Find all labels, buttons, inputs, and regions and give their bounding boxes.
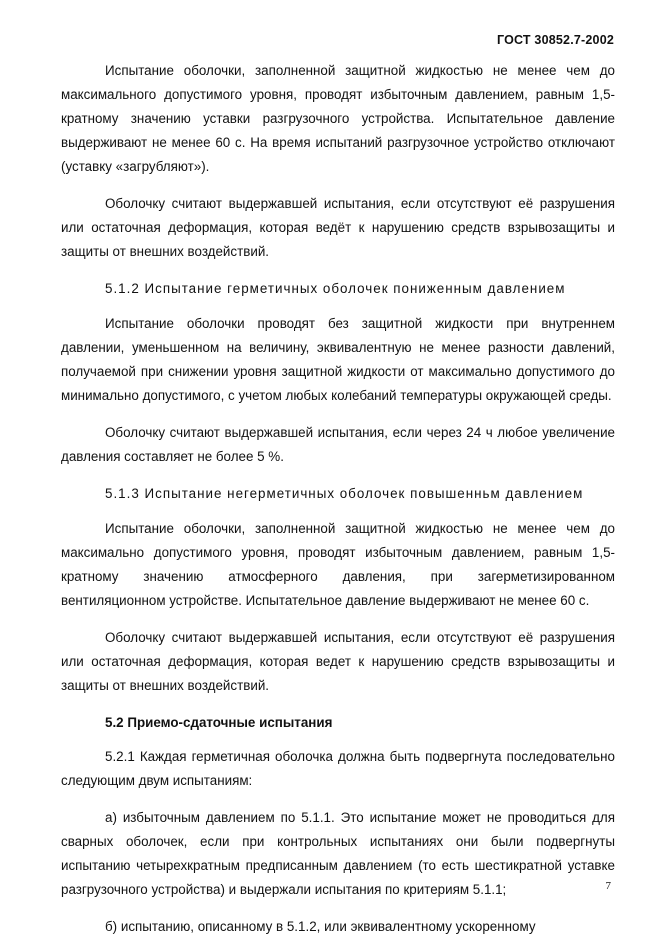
paragraph: Испытание оболочки, заполненной защитной жидкостью не менее чем до максимального допустимого уровня, проводят избыточным давлением, равным 1,5-кратному значению уставки разгрузочного устройства. Испытательное давление выдерживают не менее 60 с. На время испытаний разгрузочное устройство отключают (уставку «загрубляют»). [61, 63, 615, 174]
list-item: а) избыточным давлением по 5.1.1. Это испытание может не проводиться для сварных оболочек, если при контрольных испытаниях они были подвергнуты испытанию четырехкратным предписанным давлением (то есть шестикратной уставке разгрузочного устройства) и выдержали испытания по критериям 5.1.1; [61, 810, 615, 897]
page-number: 7 [605, 880, 611, 892]
paragraph: Оболочку считают выдержавшей испытания, если через 24 ч любое увеличение давления составляет не более 5 %. [61, 425, 615, 464]
section-heading: 5.2 Приемо-сдаточные испытания [105, 715, 333, 730]
list-item: б) испытанию, описанному в 5.1.2, или эквивалентному ускоренному [105, 919, 536, 934]
paragraph: Оболочку считают выдержавшей испытания, если отсутствуют её разрушения или остаточная деформация, которая ведет к нарушению средств взрывозащиты и защиты от внешних воздействий. [61, 630, 615, 693]
document-code: ГОСТ 30852.7-2002 [496, 33, 614, 47]
subsection-heading: 5.1.2 Испытание герметичных оболочек пониженным давлением [105, 281, 566, 296]
subsection-heading: 5.1.3 Испытание негерметичных оболочек повышенньм давлением [105, 486, 584, 501]
document-body [61, 59, 615, 952]
paragraph: Испытание оболочки, заполненной защитной жидкостью не менее чем до максимально допустимого уровня, проводят избыточным давлением, равным 1,5-кратному значению атмосферного давления, при загерметизированном вентиляционном устройстве. Испытательное давление выдерживают не менее 60 с. [61, 521, 615, 608]
paragraph: Испытание оболочки проводят без защитной жидкости при внутреннем давлении, уменьшенном на величину, эквивалентную не менее разности давлений, получаемой при снижении уровня защитной жидкости от максимально допустимого до минимально допустимого, с учетом любых колебаний температуры окружающей среды. [61, 316, 615, 403]
paragraph: 5.2.1 Каждая герметичная оболочка должна быть подвергнута последовательно следующим двум испытаниям: [61, 749, 615, 788]
paragraph: Оболочку считают выдержавшей испытания, если отсутствуют её разрушения или остаточная деформация, которая ведёт к нарушению средств взрывозащиты и защиты от внешних воздействий. [61, 196, 615, 259]
